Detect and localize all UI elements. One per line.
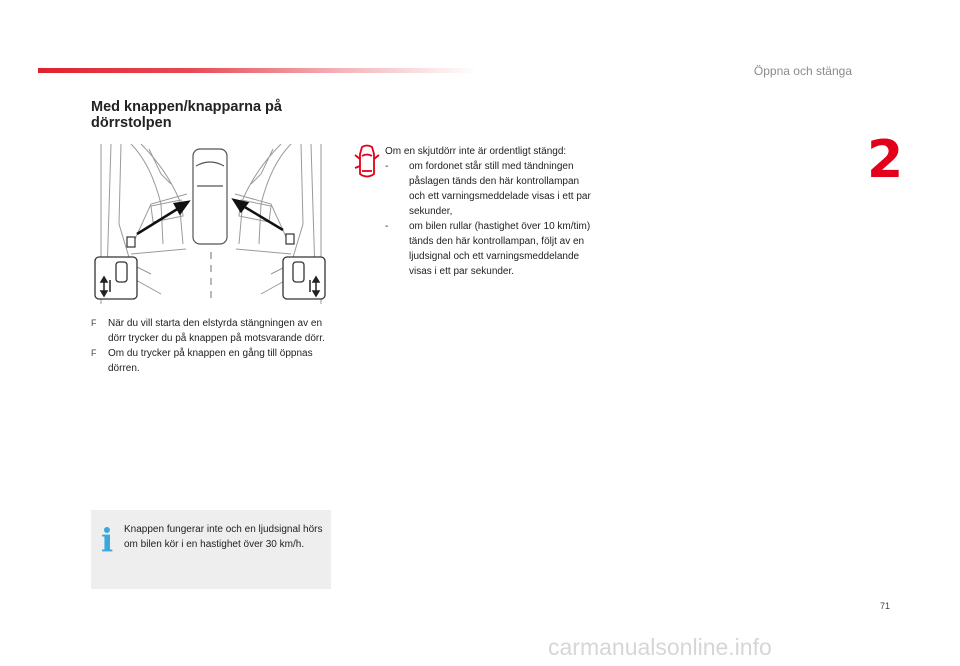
section-heading: Med knappen/knapparna på dörrstolpen — [91, 99, 282, 131]
page-number: 71 — [880, 601, 891, 611]
warning-item — [385, 219, 595, 279]
warning-dash: - — [385, 221, 389, 232]
bullet-arrow-icon: F — [91, 318, 97, 328]
info-text: Knappen fungerar inte och en ljudsignal hörs om bilen kör i en hastighet över 30 km/h. — [124, 524, 323, 550]
warning-item-text: om fordonet står still med tändningen påslagen tänds den här kontrollampan och ett varningsmeddelade visas i ett par sekunder, — [409, 161, 591, 217]
instruction-text: Om du trycker på knappen en gång till öppnas dörren. — [108, 348, 313, 374]
info-icon: i — [101, 521, 114, 559]
watermark: carmanualsonline.info — [548, 634, 772, 660]
warning-text — [385, 144, 595, 279]
warning-dash: - — [385, 161, 389, 172]
warning-intro: Om en skjutdörr inte är ordentligt stängd: — [385, 146, 567, 157]
warning-item-text: om bilen rullar (hastighet över 10 km/tim) tänds den här kontrollampan, följt av en ljudsignal och ett varningsmeddelande visas i ett par sekunder. — [409, 221, 591, 277]
bullet-arrow-icon: F — [91, 348, 97, 358]
warning-item — [385, 159, 595, 219]
chapter-number: 2 — [867, 130, 904, 190]
header-accent-bar — [38, 68, 478, 73]
chapter-title: Öppna och stänga — [753, 64, 852, 78]
instruction-text: När du vill starta den elstyrda stängningen av en dörr trycker du på knappen på motsvarande dörr. — [108, 318, 325, 344]
door-open-warning-icon — [354, 144, 380, 182]
instruction-item — [91, 346, 331, 376]
info-box — [91, 510, 331, 589]
instruction-list — [91, 316, 331, 376]
sliding-door-button-illustration — [91, 144, 331, 304]
instruction-item — [91, 316, 331, 346]
